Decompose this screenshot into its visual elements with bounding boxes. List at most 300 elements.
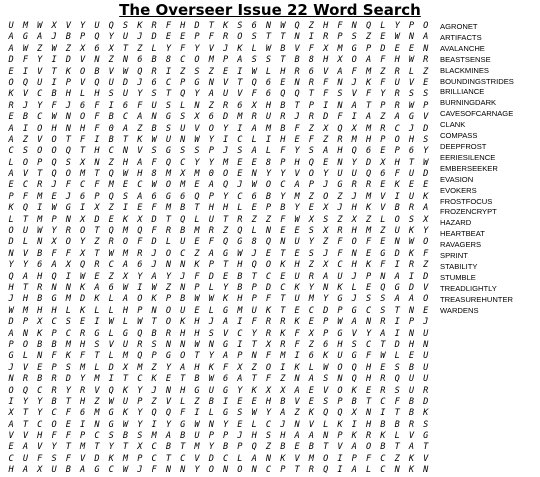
grid-cell[interactable]: O <box>223 169 229 180</box>
grid-cell[interactable]: U <box>394 77 400 88</box>
grid-cell[interactable]: T <box>280 248 286 259</box>
grid-cell[interactable]: P <box>351 453 357 464</box>
grid-cell[interactable]: G <box>65 203 71 214</box>
grid-cell[interactable]: Q <box>22 77 29 88</box>
grid-cell[interactable]: B <box>308 442 314 453</box>
grid-cell[interactable]: 6 <box>151 77 157 88</box>
grid-cell[interactable]: V <box>194 453 200 464</box>
grid-cell[interactable]: S <box>323 374 329 385</box>
grid-cell[interactable]: A <box>365 55 372 66</box>
grid-cell[interactable]: Y <box>365 328 372 339</box>
grid-cell[interactable]: O <box>165 305 171 316</box>
grid-cell[interactable]: D <box>394 339 400 350</box>
grid-cell[interactable]: U <box>194 431 200 442</box>
grid-cell[interactable]: E <box>237 419 243 430</box>
grid-cell[interactable]: K <box>151 374 157 385</box>
grid-cell[interactable]: F <box>323 89 329 100</box>
grid-cell[interactable]: O <box>37 123 43 134</box>
grid-cell[interactable]: D <box>8 237 14 248</box>
grid-cell[interactable]: K <box>408 465 415 476</box>
grid-cell[interactable]: A <box>51 260 57 271</box>
grid-cell[interactable]: R <box>394 66 400 77</box>
grid-cell[interactable]: N <box>365 408 372 419</box>
grid-cell[interactable]: N <box>65 123 71 134</box>
grid-cell[interactable]: A <box>308 431 314 442</box>
grid-cell[interactable]: U <box>337 351 343 362</box>
grid-cell[interactable]: B <box>151 55 157 66</box>
grid-cell[interactable]: X <box>265 385 272 396</box>
grid-cell[interactable]: T <box>423 442 429 453</box>
grid-cell[interactable]: B <box>51 396 57 407</box>
grid-cell[interactable]: H <box>122 305 129 316</box>
grid-cell[interactable]: J <box>223 146 229 157</box>
grid-cell[interactable]: H <box>65 89 71 100</box>
grid-cell[interactable]: P <box>8 191 14 202</box>
grid-cell[interactable]: J <box>251 248 257 259</box>
grid-cell[interactable]: T <box>365 100 372 111</box>
grid-cell[interactable]: C <box>8 453 14 464</box>
grid-cell[interactable]: W <box>37 21 43 31</box>
grid-cell[interactable]: L <box>237 203 243 214</box>
grid-cell[interactable]: W <box>194 339 200 350</box>
grid-cell[interactable]: Q <box>108 385 114 396</box>
grid-cell[interactable]: L <box>8 214 14 225</box>
grid-cell[interactable]: M <box>165 203 171 214</box>
grid-cell[interactable]: B <box>408 408 415 419</box>
grid-cell[interactable]: K <box>294 362 300 373</box>
grid-cell[interactable]: H <box>194 362 200 373</box>
grid-cell[interactable]: A <box>251 453 257 464</box>
grid-cell[interactable]: W <box>208 294 214 305</box>
grid-cell[interactable]: E <box>137 203 143 214</box>
grid-cell[interactable]: K <box>294 282 300 293</box>
grid-cell[interactable]: Q <box>323 408 329 419</box>
grid-cell[interactable]: N <box>337 374 343 385</box>
grid-cell[interactable]: D <box>380 43 386 54</box>
grid-cell[interactable]: T <box>394 305 400 316</box>
grid-cell[interactable]: Q <box>223 180 229 191</box>
grid-cell[interactable]: K <box>65 66 71 77</box>
grid-cell[interactable]: M <box>208 55 214 66</box>
grid-cell[interactable]: Q <box>51 169 57 180</box>
grid-cell[interactable]: E <box>294 442 300 453</box>
grid-cell[interactable]: Q <box>51 157 57 168</box>
grid-cell[interactable]: P <box>137 396 143 407</box>
grid-cell[interactable]: V <box>65 21 71 31</box>
grid-cell[interactable]: N <box>94 55 100 66</box>
grid-cell[interactable]: J <box>65 191 71 202</box>
grid-cell[interactable]: V <box>108 66 114 77</box>
grid-cell[interactable]: D <box>265 282 272 293</box>
grid-cell[interactable]: Q <box>180 89 186 100</box>
grid-cell[interactable]: F <box>394 169 400 180</box>
grid-cell[interactable]: X <box>180 169 186 180</box>
grid-cell[interactable]: A <box>8 32 14 43</box>
grid-cell[interactable]: M <box>37 191 43 202</box>
grid-cell[interactable]: S <box>208 328 214 339</box>
grid-cell[interactable]: 6 <box>365 146 372 157</box>
grid-cell[interactable]: T <box>122 134 129 145</box>
grid-cell[interactable]: E <box>8 442 14 453</box>
grid-cell[interactable]: C <box>265 465 272 476</box>
grid-cell[interactable]: U <box>251 305 257 316</box>
grid-cell[interactable]: H <box>294 157 300 168</box>
grid-cell[interactable]: M <box>65 294 71 305</box>
grid-cell[interactable]: Q <box>351 146 357 157</box>
grid-cell[interactable]: E <box>308 396 314 407</box>
grid-cell[interactable]: R <box>208 226 214 237</box>
grid-cell[interactable]: K <box>308 408 314 419</box>
grid-cell[interactable]: Y <box>80 374 86 385</box>
grid-cell[interactable]: Q <box>237 226 243 237</box>
grid-cell[interactable]: S <box>194 66 200 77</box>
grid-cell[interactable]: O <box>265 362 272 373</box>
grid-cell[interactable]: K <box>180 317 186 328</box>
grid-cell[interactable]: R <box>65 226 71 237</box>
grid-cell[interactable]: I <box>408 271 415 282</box>
grid-cell[interactable]: C <box>223 453 229 464</box>
grid-cell[interactable]: F <box>294 328 300 339</box>
grid-cell[interactable]: J <box>137 77 143 88</box>
grid-cell[interactable]: L <box>208 305 214 316</box>
grid-cell[interactable]: D <box>423 123 429 134</box>
grid-cell[interactable]: B <box>280 123 286 134</box>
grid-cell[interactable]: L <box>108 351 114 362</box>
grid-cell[interactable]: I <box>165 66 171 77</box>
grid-cell[interactable]: I <box>223 134 229 145</box>
grid-cell[interactable]: T <box>180 442 186 453</box>
grid-cell[interactable]: Z <box>365 32 372 43</box>
grid-cell[interactable]: X <box>323 260 329 271</box>
grid-cell[interactable]: Y <box>208 157 214 168</box>
grid-cell[interactable]: S <box>137 431 143 442</box>
grid-cell[interactable]: K <box>237 43 243 54</box>
grid-cell[interactable]: X <box>51 21 57 31</box>
grid-cell[interactable]: Q <box>251 442 257 453</box>
grid-cell[interactable]: Y <box>323 294 329 305</box>
grid-cell[interactable]: Z <box>265 442 272 453</box>
grid-cell[interactable]: M <box>22 305 29 316</box>
grid-cell[interactable]: X <box>194 112 200 123</box>
grid-cell[interactable]: W <box>122 66 129 77</box>
grid-cell[interactable]: R <box>22 374 29 385</box>
grid-cell[interactable]: I <box>22 66 29 77</box>
grid-cell[interactable]: E <box>294 226 300 237</box>
grid-cell[interactable]: N <box>251 169 257 180</box>
grid-cell[interactable]: M <box>22 21 29 31</box>
grid-cell[interactable]: F <box>251 89 257 100</box>
grid-cell[interactable]: 0 <box>208 169 214 180</box>
grid-cell[interactable]: J <box>337 203 343 214</box>
grid-cell[interactable]: G <box>165 146 171 157</box>
grid-cell[interactable]: K <box>337 419 343 430</box>
grid-cell[interactable]: F <box>65 408 71 419</box>
grid-cell[interactable]: O <box>8 385 14 396</box>
grid-cell[interactable]: L <box>365 465 372 476</box>
grid-cell[interactable]: I <box>394 191 400 202</box>
grid-cell[interactable]: T <box>280 305 286 316</box>
grid-cell[interactable]: S <box>165 123 171 134</box>
grid-cell[interactable]: K <box>380 431 386 442</box>
grid-cell[interactable]: E <box>108 214 114 225</box>
grid-cell[interactable]: M <box>194 169 200 180</box>
grid-cell[interactable]: R <box>394 100 400 111</box>
grid-cell[interactable]: N <box>208 419 214 430</box>
grid-cell[interactable]: Y <box>137 419 143 430</box>
grid-cell[interactable]: V <box>423 112 429 123</box>
grid-cell[interactable]: T <box>65 442 71 453</box>
grid-cell[interactable]: E <box>280 271 286 282</box>
grid-cell[interactable]: 8 <box>308 55 314 66</box>
grid-cell[interactable]: I <box>65 271 71 282</box>
grid-cell[interactable]: E <box>280 77 286 88</box>
grid-cell[interactable]: A <box>151 271 157 282</box>
grid-cell[interactable]: T <box>294 100 300 111</box>
grid-cell[interactable]: J <box>423 317 429 328</box>
grid-cell[interactable]: W <box>51 43 57 54</box>
grid-cell[interactable]: N <box>37 351 43 362</box>
grid-cell[interactable]: C <box>65 328 71 339</box>
grid-cell[interactable]: T <box>94 226 100 237</box>
grid-cell[interactable]: B <box>65 465 71 476</box>
grid-cell[interactable]: T <box>223 214 229 225</box>
grid-cell[interactable]: G <box>108 419 114 430</box>
grid-cell[interactable]: M <box>165 169 171 180</box>
grid-cell[interactable]: H <box>180 385 186 396</box>
grid-cell[interactable]: J <box>51 180 57 191</box>
grid-cell[interactable]: Q <box>108 21 114 31</box>
grid-cell[interactable]: B <box>394 419 400 430</box>
grid-cell[interactable]: P <box>137 305 143 316</box>
grid-cell[interactable]: O <box>337 362 343 373</box>
grid-cell[interactable]: O <box>51 419 57 430</box>
grid-cell[interactable]: H <box>122 157 129 168</box>
grid-cell[interactable]: Q <box>22 385 29 396</box>
grid-cell[interactable]: H <box>351 203 357 214</box>
grid-cell[interactable]: R <box>323 32 329 43</box>
grid-cell[interactable]: N <box>8 248 14 259</box>
grid-cell[interactable]: C <box>265 271 272 282</box>
grid-cell[interactable]: S <box>194 146 200 157</box>
grid-cell[interactable]: P <box>237 351 243 362</box>
grid-cell[interactable]: O <box>22 339 29 350</box>
grid-cell[interactable]: U <box>180 237 186 248</box>
grid-cell[interactable]: U <box>208 385 214 396</box>
grid-cell[interactable]: F <box>22 191 29 202</box>
grid-cell[interactable]: H <box>351 226 357 237</box>
grid-cell[interactable]: W <box>80 271 86 282</box>
grid-cell[interactable]: J <box>323 248 329 259</box>
grid-cell[interactable]: T <box>94 169 100 180</box>
grid-cell[interactable]: T <box>80 146 86 157</box>
grid-cell[interactable]: P <box>380 100 386 111</box>
grid-cell[interactable]: Y <box>280 169 286 180</box>
grid-cell[interactable]: N <box>280 237 286 248</box>
grid-cell[interactable]: V <box>22 169 29 180</box>
grid-cell[interactable]: P <box>323 317 329 328</box>
grid-cell[interactable]: H <box>94 89 100 100</box>
grid-cell[interactable]: U <box>394 226 400 237</box>
grid-cell[interactable]: E <box>194 305 200 316</box>
grid-cell[interactable]: F <box>151 203 157 214</box>
grid-cell[interactable]: X <box>351 408 357 419</box>
grid-cell[interactable]: R <box>51 385 57 396</box>
grid-cell[interactable]: N <box>51 282 57 293</box>
grid-cell[interactable]: L <box>108 328 114 339</box>
grid-cell[interactable]: A <box>394 294 400 305</box>
grid-cell[interactable]: R <box>394 89 400 100</box>
grid-cell[interactable]: F <box>51 100 57 111</box>
grid-cell[interactable]: F <box>94 180 100 191</box>
grid-cell[interactable]: P <box>365 43 372 54</box>
grid-cell[interactable]: B <box>294 55 300 66</box>
grid-cell[interactable]: C <box>380 396 386 407</box>
grid-cell[interactable]: C <box>237 328 243 339</box>
grid-cell[interactable]: N <box>294 374 300 385</box>
grid-cell[interactable]: Z <box>308 191 314 202</box>
grid-cell[interactable]: K <box>394 180 400 191</box>
grid-cell[interactable]: I <box>394 317 400 328</box>
grid-cell[interactable]: A <box>294 431 300 442</box>
grid-cell[interactable]: C <box>237 134 243 145</box>
grid-cell[interactable]: O <box>423 21 429 31</box>
grid-cell[interactable]: A <box>351 317 357 328</box>
grid-cell[interactable]: 6 <box>122 100 129 111</box>
grid-cell[interactable]: B <box>408 396 415 407</box>
grid-cell[interactable]: V <box>223 328 229 339</box>
grid-cell[interactable]: I <box>237 317 243 328</box>
grid-cell[interactable]: A <box>137 157 143 168</box>
grid-cell[interactable]: G <box>337 328 343 339</box>
grid-cell[interactable]: N <box>337 100 343 111</box>
grid-cell[interactable]: S <box>51 453 57 464</box>
grid-cell[interactable]: T <box>323 442 329 453</box>
grid-cell[interactable]: E <box>194 237 200 248</box>
grid-cell[interactable]: F <box>380 77 386 88</box>
grid-cell[interactable]: E <box>365 248 372 259</box>
grid-cell[interactable]: K <box>122 214 129 225</box>
grid-cell[interactable]: V <box>94 385 100 396</box>
grid-cell[interactable]: N <box>423 43 429 54</box>
grid-cell[interactable]: X <box>80 214 86 225</box>
grid-cell[interactable]: C <box>337 260 343 271</box>
grid-cell[interactable]: C <box>137 180 143 191</box>
grid-cell[interactable]: Z <box>165 282 171 293</box>
grid-cell[interactable]: E <box>308 203 314 214</box>
grid-cell[interactable]: H <box>180 21 186 31</box>
grid-cell[interactable]: X <box>351 123 357 134</box>
grid-cell[interactable]: P <box>94 191 100 202</box>
grid-cell[interactable]: O <box>394 134 400 145</box>
grid-cell[interactable]: B <box>37 294 43 305</box>
grid-cell[interactable]: A <box>22 465 29 476</box>
grid-cell[interactable]: U <box>180 123 186 134</box>
grid-cell[interactable]: E <box>180 32 186 43</box>
grid-cell[interactable]: W <box>108 317 114 328</box>
grid-cell[interactable]: S <box>265 55 272 66</box>
grid-cell[interactable]: H <box>337 146 343 157</box>
grid-cell[interactable]: N <box>8 374 14 385</box>
grid-cell[interactable]: T <box>294 465 300 476</box>
grid-cell[interactable]: C <box>37 419 43 430</box>
grid-cell[interactable]: U <box>351 169 357 180</box>
grid-cell[interactable]: A <box>423 32 429 43</box>
grid-cell[interactable]: Y <box>22 260 29 271</box>
grid-cell[interactable]: Y <box>108 442 114 453</box>
grid-cell[interactable]: X <box>323 43 329 54</box>
grid-cell[interactable]: B <box>180 203 186 214</box>
grid-cell[interactable]: L <box>65 305 71 316</box>
grid-cell[interactable]: 6 <box>380 169 386 180</box>
grid-cell[interactable]: Y <box>194 157 200 168</box>
grid-cell[interactable]: I <box>237 339 243 350</box>
grid-cell[interactable]: C <box>80 180 86 191</box>
grid-cell[interactable]: F <box>423 248 429 259</box>
grid-cell[interactable]: G <box>337 180 343 191</box>
grid-cell[interactable]: Z <box>308 123 314 134</box>
grid-cell[interactable]: E <box>323 157 329 168</box>
grid-cell[interactable]: S <box>365 294 372 305</box>
grid-cell[interactable]: R <box>265 317 272 328</box>
grid-cell[interactable]: F <box>51 431 57 442</box>
grid-cell[interactable]: S <box>180 146 186 157</box>
grid-cell[interactable]: E <box>237 396 243 407</box>
grid-cell[interactable]: H <box>280 134 286 145</box>
grid-cell[interactable]: P <box>308 100 314 111</box>
grid-cell[interactable]: Z <box>65 43 71 54</box>
grid-cell[interactable]: P <box>251 282 257 293</box>
grid-cell[interactable]: A <box>308 374 314 385</box>
grid-cell[interactable]: R <box>265 328 272 339</box>
grid-cell[interactable]: E <box>294 134 300 145</box>
grid-cell[interactable]: X <box>80 248 86 259</box>
grid-cell[interactable]: Q <box>337 123 343 134</box>
grid-cell[interactable]: P <box>323 328 329 339</box>
grid-cell[interactable]: W <box>251 180 257 191</box>
grid-cell[interactable]: P <box>80 32 86 43</box>
grid-cell[interactable]: Y <box>51 226 57 237</box>
grid-cell[interactable]: D <box>394 248 400 259</box>
grid-cell[interactable]: 6 <box>37 260 43 271</box>
grid-cell[interactable]: H <box>223 203 229 214</box>
grid-cell[interactable]: 6 <box>237 100 243 111</box>
grid-cell[interactable]: A <box>294 385 300 396</box>
grid-cell[interactable]: U <box>337 271 343 282</box>
grid-cell[interactable]: N <box>408 328 415 339</box>
grid-cell[interactable]: U <box>122 89 129 100</box>
grid-cell[interactable]: U <box>108 77 114 88</box>
grid-cell[interactable]: K <box>365 77 372 88</box>
grid-cell[interactable]: I <box>151 419 157 430</box>
grid-cell[interactable]: 6 <box>265 77 272 88</box>
grid-cell[interactable]: N <box>365 317 372 328</box>
grid-cell[interactable]: J <box>223 43 229 54</box>
grid-cell[interactable]: U <box>94 21 100 31</box>
grid-cell[interactable]: S <box>151 146 157 157</box>
grid-cell[interactable]: B <box>408 362 415 373</box>
grid-cell[interactable]: N <box>337 77 343 88</box>
grid-cell[interactable]: F <box>180 408 186 419</box>
grid-cell[interactable]: N <box>423 339 429 350</box>
grid-cell[interactable]: D <box>80 294 86 305</box>
grid-cell[interactable]: J <box>137 465 143 476</box>
grid-cell[interactable]: H <box>294 260 300 271</box>
grid-cell[interactable]: Y <box>223 123 229 134</box>
grid-cell[interactable]: F <box>265 351 272 362</box>
grid-cell[interactable]: A <box>223 317 229 328</box>
grid-cell[interactable]: P <box>80 431 86 442</box>
grid-cell[interactable]: Q <box>223 237 229 248</box>
